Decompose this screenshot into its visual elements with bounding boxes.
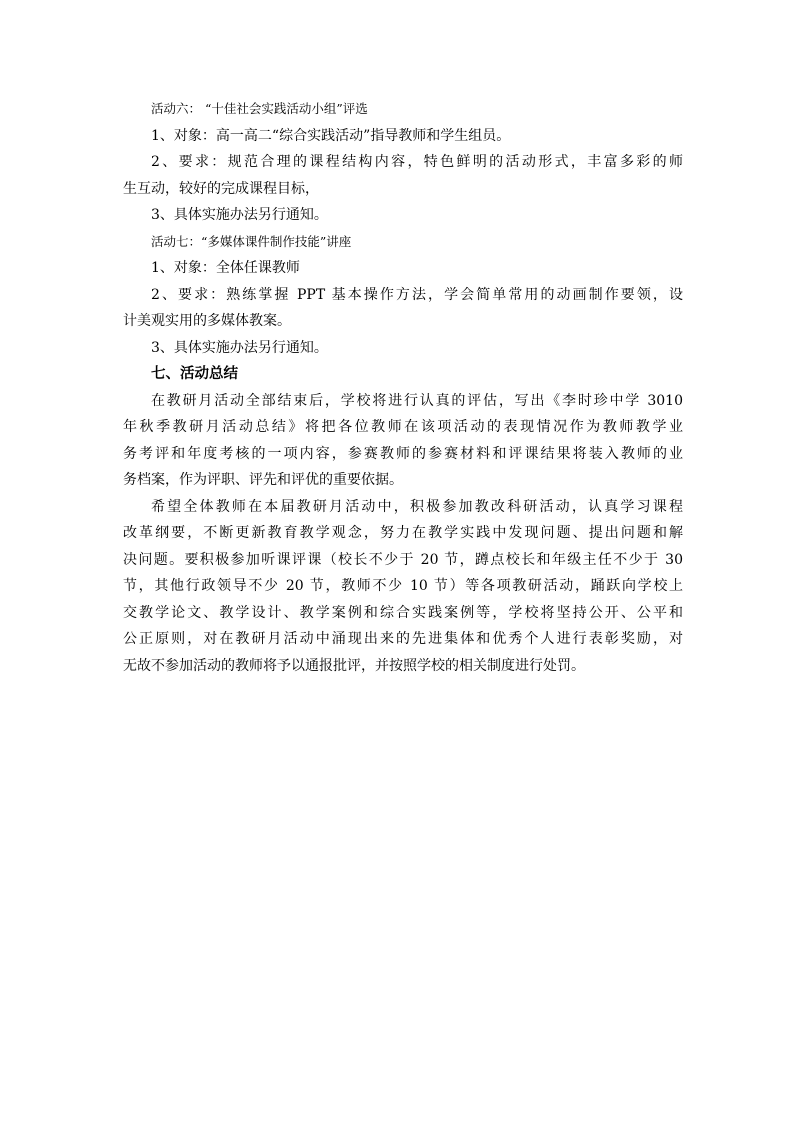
summary-paragraph-2-line-4: 节，其他行政领导不少 20 节，教师不少 10 节）等各项教研活动，踊跃向学校上 xyxy=(123,578,683,594)
summary-paragraph-1-line-3: 务考评和年度考核的一项内容，参赛教师的参赛材料和评课结果将装入教师的业 xyxy=(123,445,683,462)
activity-seven-title: 活动七：“多媒体课件制作技能”讲座 xyxy=(151,233,352,249)
activity-six-target: 1、对象：高一高二“综合实践活动”指导教师和学生组员。 xyxy=(151,127,511,144)
activity-seven-requirement: 2、要求：熟练掌握 PPT 基本操作方法，学会简单常用的动画制作要领，设 xyxy=(151,286,683,303)
activity-six-method: 3、具体实施办法另行通知。 xyxy=(151,207,328,223)
summary-paragraph-2-line-1: 希望全体教师在本届教研月活动中，积极参加教改科研活动，认真学习课程 xyxy=(151,498,683,515)
activity-six-title: 活动六： “十佳社会实践活动小组”评选 xyxy=(151,101,368,116)
activity-six-requirement-cont: 生互动，较好的完成课程目标， xyxy=(123,180,319,197)
summary-paragraph-1-line-2: 年秋季教研月活动总结》将把各位教师在该项活动的表现情况作为教师教学业 xyxy=(123,419,683,435)
summary-paragraph-2-line-2: 改革纲要，不断更新教育教学观念，努力在教学实践中发现问题、提出问题和解 xyxy=(123,525,683,541)
summary-paragraph-1-line-1: 在教研月活动全部结束后，学校将进行认真的评估，写出《李时珍中学 3010 xyxy=(151,392,683,409)
activity-six-requirement: 2、要求：规范合理的课程结构内容，特色鲜明的活动形式，丰富多彩的师 xyxy=(151,154,683,170)
section-heading-summary: 七、活动总结 xyxy=(151,365,238,382)
summary-paragraph-2-line-6: 公正原则，对在教研月活动中涌现出来的先进集体和优秀个人进行表彰奖励，对 xyxy=(123,631,683,647)
activity-seven-target: 1、对象：全体任课教师 xyxy=(151,260,300,276)
summary-paragraph-1-line-4: 务档案，作为评职、评先和评优的重要依据。 xyxy=(123,472,403,488)
document-body xyxy=(123,96,683,679)
activity-seven-method: 3、具体实施办法另行通知。 xyxy=(151,339,328,356)
summary-paragraph-2-line-7: 无故不参加活动的教师将予以通报批评，并按照学校的相关制度进行处罚。 xyxy=(123,657,585,674)
activity-seven-requirement-cont: 计美观实用的多媒体教案。 xyxy=(123,313,291,329)
summary-paragraph-2-line-3: 决问题。要积极参加听课评课（校长不少于 20 节，蹲点校长和年级主任不少于 30 xyxy=(123,551,683,568)
summary-paragraph-2-line-5: 交教学论文、教学设计、教学案例和综合实践案例等，学校将坚持公开、公平和 xyxy=(123,604,683,621)
